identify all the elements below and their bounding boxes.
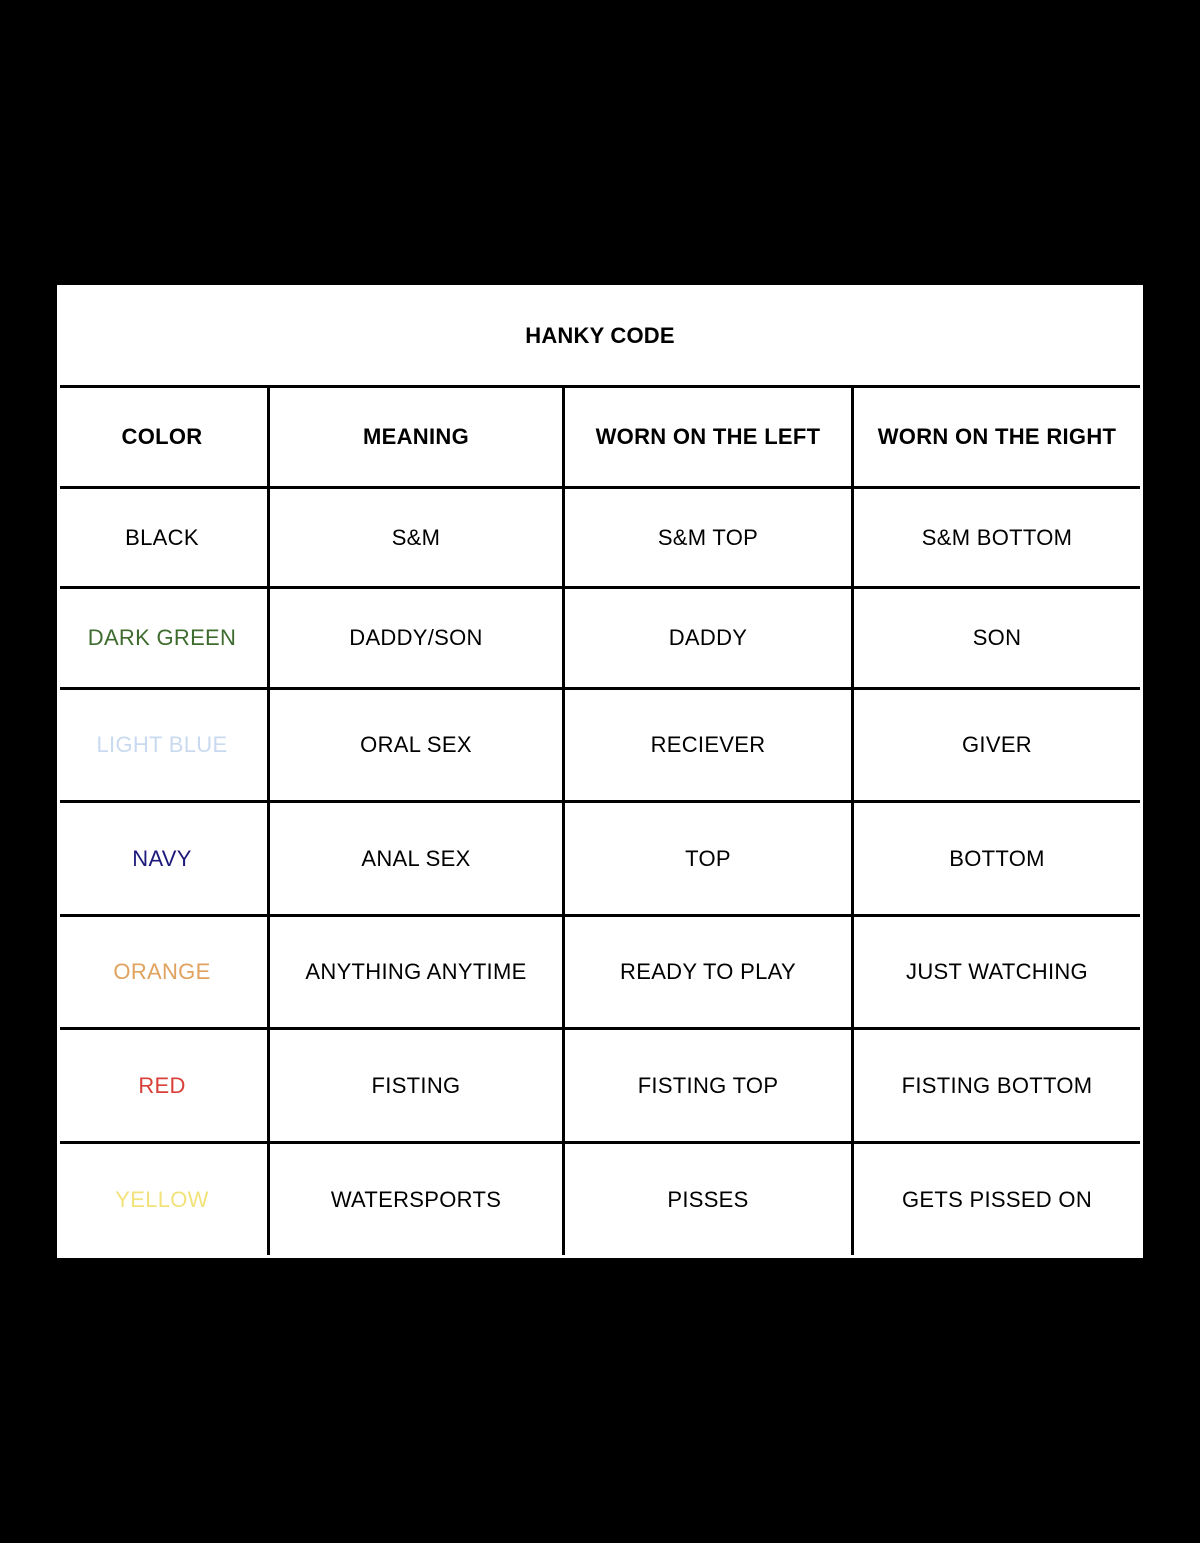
worn-right-cell: SON — [972, 625, 1022, 650]
table-grid — [57, 285, 1143, 1258]
worn-left-cell: PISSES — [667, 1187, 749, 1212]
worn-left-cell: RECIEVER — [650, 732, 766, 757]
meaning-cell: WATERSPORTS — [330, 1187, 502, 1212]
header-worn-right: WORN ON THE RIGHT — [877, 424, 1117, 449]
worn-right-cell: FISTING BOTTOM — [901, 1072, 1093, 1098]
hanky-code-table — [57, 285, 1143, 1258]
worn-left-cell: S&M TOP — [657, 524, 759, 550]
color-name-cell: NAVY — [132, 845, 192, 871]
worn-right-cell: S&M BOTTOM — [921, 524, 1073, 550]
worn-left-cell: FISTING TOP — [637, 1072, 779, 1098]
worn-right-cell: GETS PISSED ON — [901, 1187, 1093, 1212]
meaning-cell: S&M — [391, 524, 441, 550]
header-meaning: MEANING — [363, 424, 469, 449]
color-name-cell: DARK GREEN — [87, 625, 237, 650]
meaning-cell: ANAL SEX — [361, 845, 471, 871]
worn-left-cell: TOP — [685, 845, 731, 871]
color-name-cell: ORANGE — [113, 959, 211, 984]
header-color: COLOR — [121, 424, 203, 449]
table-title: HANKY CODE — [525, 323, 675, 348]
worn-left-cell: DADDY — [668, 625, 748, 650]
worn-right-cell: JUST WATCHING — [906, 959, 1088, 984]
meaning-cell: FISTING — [371, 1072, 461, 1098]
worn-left-cell: READY TO PLAY — [620, 959, 796, 984]
color-name-cell: YELLOW — [115, 1187, 209, 1212]
header-worn-left: WORN ON THE LEFT — [595, 424, 821, 449]
meaning-cell: ORAL SEX — [360, 732, 472, 757]
meaning-cell: ANYTHING ANYTIME — [305, 959, 527, 984]
color-name-cell: RED — [138, 1072, 186, 1098]
color-name-cell: LIGHT BLUE — [96, 732, 228, 757]
worn-right-cell: BOTTOM — [949, 845, 1045, 871]
worn-right-cell: GIVER — [962, 732, 1032, 757]
color-name-cell: BLACK — [125, 524, 199, 550]
meaning-cell: DADDY/SON — [349, 625, 483, 650]
